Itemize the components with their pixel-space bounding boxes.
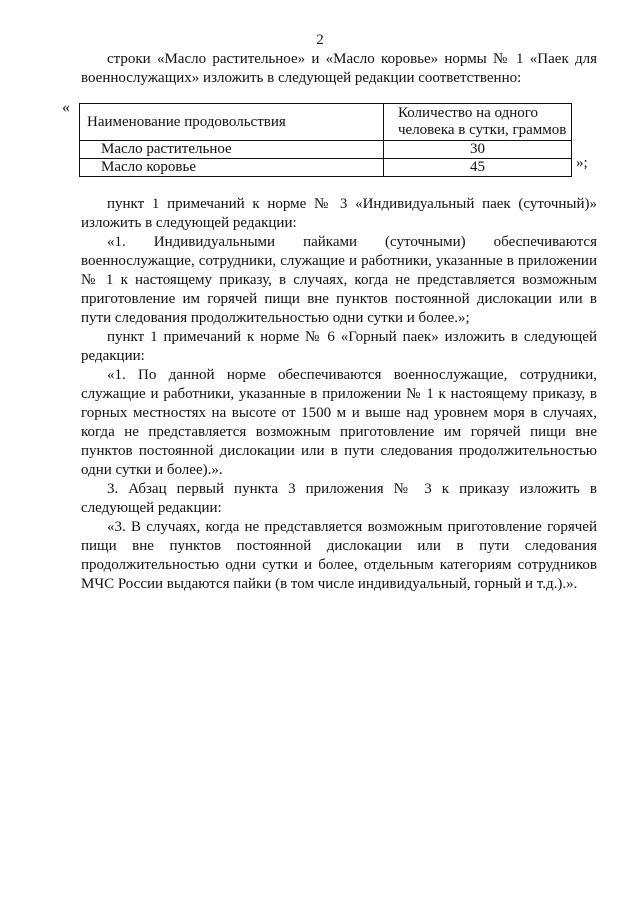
table-row — [80, 159, 572, 177]
header-name-cell: Наименование продовольствия — [80, 104, 384, 141]
row-name-cell: Масло растительное — [80, 141, 384, 159]
paragraph-3: пункт 1 примечаний к норме № 6 «Горный паек» изложить в следующей редакции: — [81, 329, 597, 364]
intro-line-1: строки «Масло растительное» и «Масло коровье» нормы № 1 «Паек для — [107, 51, 597, 67]
body-text — [81, 195, 597, 594]
row-value-cell: 45 — [384, 159, 572, 177]
page-number: 2 — [316, 32, 324, 48]
food-norm-table — [79, 103, 572, 177]
table-header-row — [80, 104, 572, 141]
table-row — [80, 141, 572, 159]
header-qty-cell: Количество на одного человека в сутки, граммов — [384, 104, 572, 141]
paragraph-4: «1. По данной норме обеспечиваются военнослужащие, сотрудники, служащие и работники, указанные в приложении № 1 к настоящему приказу, в горных местностях на высоте от 1500 м и выше над уровнем моря в случаях, когда не представляется возможным приготовление им горячей пищи вне пунктов постоянной дислокации или в пути следования продолжительностью одни сутки и более).». — [81, 367, 597, 478]
intro-line-2: военнослужащих» изложить в следующей редакции соответственно: — [81, 70, 522, 86]
paragraph-1: пункт 1 примечаний к норме № 3 «Индивидуальный паек (суточный)» изложить в следующей редакции: — [81, 196, 597, 231]
table-close-quote: »; — [576, 155, 588, 171]
food-norm-table-block — [62, 99, 597, 175]
row-name-cell: Масло коровье — [80, 159, 384, 177]
table-open-quote: « — [62, 99, 70, 116]
paragraph-2: «1. Индивидуальными пайками (суточными) обеспечиваются военнослужащие, сотрудники, служащие и работники, указанные в приложении № 1 к настоящему приказу, в случаях, когда не представляется возможным приготовление им горячей пищи вне пунктов постоянной дислокации или в пути следования продолжительностью одни сутки и более.»; — [81, 234, 597, 326]
intro-text — [81, 50, 597, 88]
paragraph-6: «3. В случаях, когда не представляется возможным приготовление горячей пищи вне пунктов постоянной дислокации или в пути следования продолжительностью одни сутки и более, отдельным категориям сотрудников МЧС России выдаются пайки (в том числе индивидуальный, горный и т.д.).». — [81, 519, 597, 592]
row-value-cell: 30 — [384, 141, 572, 159]
paragraph-5: 3. Абзац первый пункта 3 приложения № 3 к приказу изложить в следующей редакции: — [81, 481, 597, 516]
